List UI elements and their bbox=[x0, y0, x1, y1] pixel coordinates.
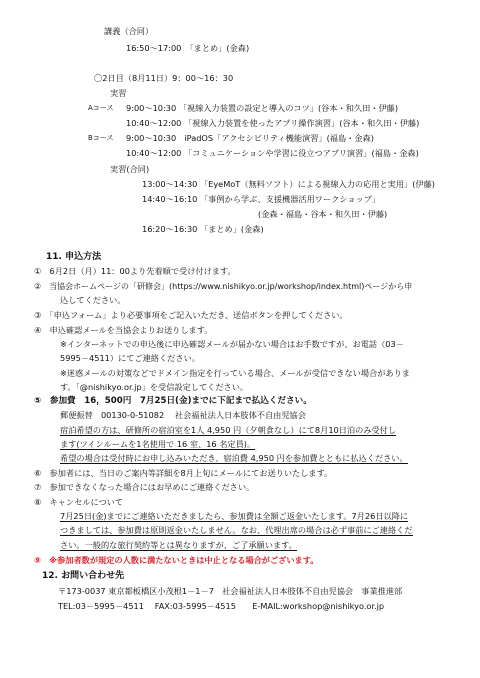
lecture-joint-heading: 講義（合同） bbox=[104, 26, 154, 36]
apply-item-4: ④ 申込確認メールを当協会よりお送りします。 bbox=[34, 325, 213, 335]
cancellation-heading: ⑧ キャンセルについて bbox=[34, 497, 124, 507]
schedule-summary-day2: 16:20～16:30 「まとめ」(金森) bbox=[142, 224, 264, 234]
course-b-label: Bコース bbox=[88, 134, 114, 142]
lodging-info-line3 bbox=[60, 453, 408, 464]
cancellation-text-line3-text: さい。一般的な旅行契約等とは異なりますが、ご了承願います。 bbox=[60, 540, 297, 550]
course-b-session1: 9:00～10:30 iPadOS「アクセシビリティ機能演習」(福島・金森) bbox=[126, 133, 374, 143]
lodging-info-line1-text: 宿泊希望の方は、研修所の宿泊室を1人 4,950 円（夕朝食なし）にて8月10日泊のみ受付し bbox=[60, 425, 397, 435]
course-a-label: Aコース bbox=[88, 104, 114, 112]
postal-transfer-account: 郵便振替 00130-0-51082 社会福祉法人日本肢体不自由児協会 bbox=[60, 410, 306, 420]
lodging-info-line2-text: ます(ツインルームを1名使用で 16 室、16 名定員)。 bbox=[60, 439, 256, 449]
apply-item-7: ⑦ 参加できなくなった場合にはお早めにご連絡ください。 bbox=[34, 482, 255, 492]
lodging-info-line2 bbox=[60, 439, 255, 450]
cancellation-text-line2 bbox=[60, 525, 413, 536]
contact-address: 〒173-0037 東京都板橋区小茂根1－1－7 社会福祉法人日本肢体不自由児協会 事業推進部 bbox=[58, 586, 403, 596]
apply-item-2-line1: ② 当協会ホームページの「研修会」(https://www.nishikyo.or.jp/workshop/index.html)ページから申 bbox=[34, 282, 413, 291]
section11-heading: 11. 申込方法 bbox=[46, 252, 102, 262]
apply-note-2-line1: ※迷惑メールの対策などでドメイン指定を行っている場合、メールが受信できない場合がありま bbox=[60, 368, 410, 378]
apply-item-2-line2: 込してください。 bbox=[60, 295, 126, 305]
cancellation-text-line1-text: 7月25日(金)までにご連絡いただきましたら、参加費は全額ご返金いたします。7月26日以降に bbox=[60, 511, 409, 521]
course-a-session2: 10:40～12:00 「視線入力装置を使ったアプリ操作演習」(谷本・和久田・伊藤) bbox=[126, 118, 420, 128]
cancellation-text-line1 bbox=[60, 511, 408, 522]
apply-note-1-line2: 5995－4511）にてご連絡ください。 bbox=[60, 353, 200, 363]
day2-heading: 〇2日目（8月11日）9：00～16：30 bbox=[94, 73, 234, 83]
cancellation-text-line3 bbox=[60, 540, 297, 551]
lodging-info-line1 bbox=[60, 425, 396, 436]
apply-note-1-line1: ※インターネットでの申込後に申込確認メールが届かない場合はお手数ですが、お電話（03－ bbox=[60, 339, 404, 349]
course-b-session2: 10:40～12:00 「コミュニケーションや学習に役立つアプリ演習」(福島・金森) bbox=[126, 148, 419, 158]
joint-session2-instructors: (金森・福島・谷本・和久田・伊藤) bbox=[258, 209, 388, 219]
section12-heading: 12. お問い合わせ先 bbox=[42, 571, 125, 581]
apply-note-2-line2: す。「@nishikyo.or.jp」を受信設定してください。 bbox=[60, 382, 249, 392]
cancellation-text-line2-text: つきましては、参加費は原則返金いたしません。なお、代理出席の場合は必ず事前にご連絡くだ bbox=[60, 525, 413, 535]
schedule-summary-day1: 16:50～17:00 「まとめ」(金森) bbox=[126, 43, 250, 53]
apply-item-3: ③ 「申込フォーム」より必要事項をご記入いただき、送信ボタンを押してください。 bbox=[34, 310, 348, 320]
minimum-participants-notice: ⑨ ※参加者数が規定の人数に満たないときは中止となる場合がございます。 bbox=[34, 555, 319, 565]
contact-phone-fax-email: TEL:03－5995－4511 FAX:03-5995－4515 E-MAIL:workshop@nishikyo.or.jp bbox=[58, 601, 385, 611]
apply-item-1: ① 6月2日（月）11：00より先着順で受け付けます。 bbox=[34, 266, 236, 276]
practice-joint-heading: 実習(合同) bbox=[110, 164, 150, 174]
apply-item-6: ⑥ 参加者には、当日のご案内等詳細を8月上旬にメールにてお送りいたします。 bbox=[34, 468, 333, 478]
joint-session1: 13:00～14:30 「EyeMoT（無料ソフト）による視線入力の応用と実用」(伊藤) bbox=[142, 179, 435, 189]
practice-heading: 実習 bbox=[110, 88, 127, 98]
joint-session2: 14:40～16:10 「事例から学ぶ、支援機器活用ワークショップ」 bbox=[142, 194, 381, 204]
course-a-session1: 9:00～10:30 「視線入力装置の設定と導入のコツ」(谷本・和久田・伊藤) bbox=[126, 103, 399, 113]
fee-item: ⑤ 参加費 16，500円 7月25日(金)までに下記まで払込ください。 bbox=[34, 396, 312, 406]
lodging-info-line3-text: 希望の場合は受付時にお申し込みいただき、宿泊費 4,950 円を参加費とともに払込ください。 bbox=[60, 453, 408, 463]
